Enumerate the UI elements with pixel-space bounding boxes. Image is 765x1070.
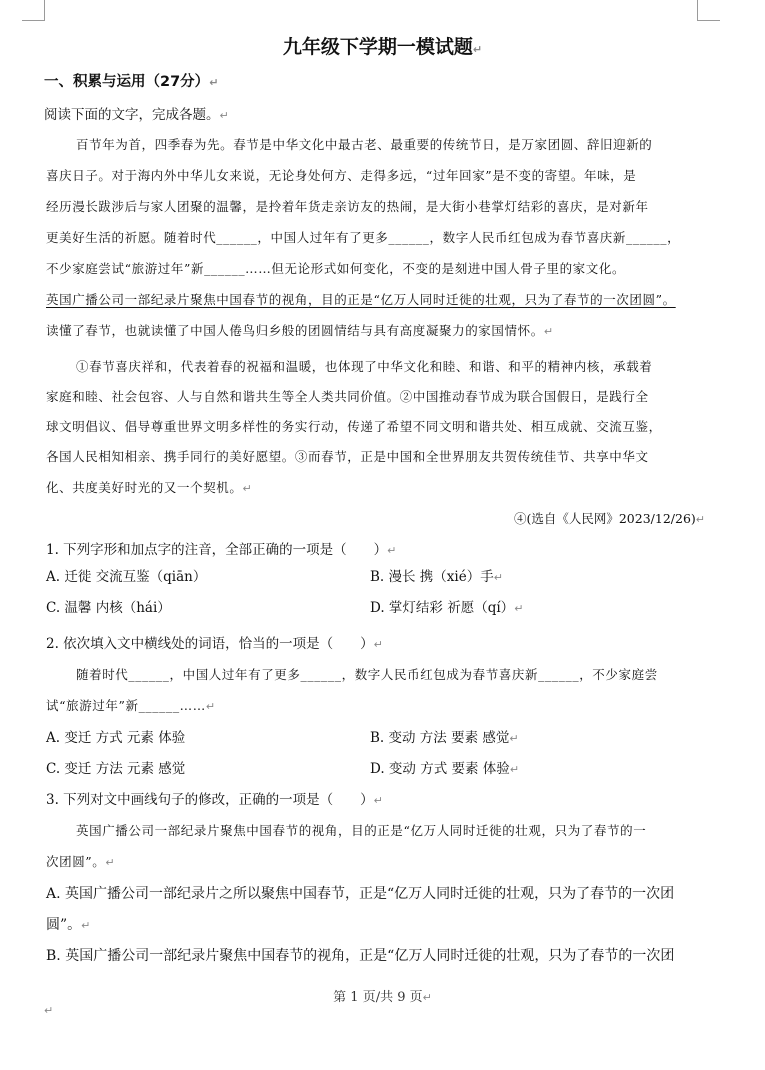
q3-option-a[interactable]: A. 英国广播公司一部纪录片之所以聚焦中国春节，正是“亿万人同时迁徙的壮观，只为了春节的一次团 [46,886,675,902]
passage-line: 各国人民相知相亲、携手同行的美好愿望。③而春节，正是中国和全世界朋友共贺传统佳节、共享中华文 [46,449,649,464]
page-footer: 第 1 页/共 9 页↵ [333,990,432,1005]
q2-quote: 试“旅游过年”新______……↵ [46,698,216,713]
question-1-stem: 1. 下列字形和加点字的注音，全部正确的一项是（ ）↵ [46,542,397,558]
q3-quote: 次团圆”。↵ [46,854,116,869]
q3-quote: 英国广播公司一部纪录片聚焦中国春节的视角，目的正是“亿万人同时迁徙的壮观，只为了春节的一 [76,823,647,838]
q1-option-a[interactable]: A. 迁徙 交流互鉴（qiān） [46,569,207,585]
passage-line: 经历漫长跋涉后与家人团聚的温馨，是拎着年货走亲访友的热闹，是大街小巷掌灯结彩的喜庆，是对新年 [46,199,649,214]
source-citation: ④(选自《人民网》2023/12/26)↵ [513,511,705,526]
question-2-stem: 2. 依次填入文中横线处的词语，恰当的一项是（ ）↵ [46,636,383,652]
q2-option-a[interactable]: A. 变迁 方式 元素 体验 [46,730,186,746]
passage-line: 更美好生活的祈愿。随着时代______，中国人过年有了更多______，数字人民币红包成为春节喜庆新______， [46,230,681,245]
underlined-sentence: 英国广播公司一部纪录片聚焦中国春节的视角，目的正是“亿万人同时迁徙的壮观，只为了春节的一次团圆”。 [46,292,676,307]
passage-line: ①春节喜庆祥和，代表着春的祝福和温暖，也体现了中华文化和睦、和谐、和平的精神内核，承载着 [76,359,653,374]
q2-option-b[interactable]: B. 变动 方法 要素 感觉↵ [370,730,519,746]
crop-mark-top-left [22,0,45,21]
q3-option-a-cont[interactable]: 圆”。↵ [46,917,91,933]
q1-option-d[interactable]: D. 掌灯结彩 祈愿（qí）↵ [370,600,524,616]
passage-line: 家庭和睦、社会包容、人与自然和谐共生等全人类共同价值。②中国推动春节成为联合国假日，是践行全 [46,389,649,404]
passage-line: 球文明倡议、倡导尊重世界文明多样性的务实行动，传递了希望不同文明和谐共处、相互成就、交流互鉴， [46,419,662,434]
question-3-stem: 3. 下列对文中画线句子的修改，正确的一项是（ ）↵ [46,792,383,808]
q3-option-b[interactable]: B. 英国广播公司一部纪录片聚焦中国春节的视角，正是“亿万人同时迁徙的壮观，只为了春节的一次团 [46,948,675,964]
passage-line: 不少家庭尝试“旅游过年”新______……但无论形式如何变化，不变的是刻进中国人骨子里的家文化。 [46,261,626,276]
q1-option-b[interactable]: B. 漫长 携（xié）手↵ [370,569,503,585]
q2-option-c[interactable]: C. 变迁 方法 元素 感觉 [46,761,186,777]
passage-line: 百节年为首，四季春为先。春节是中华文化中最古老、最重要的传统节日，是万家团圆、辞旧迎新的 [76,137,653,152]
crop-mark-top-right [697,0,720,21]
paragraph-mark: ↵ [44,1004,54,1017]
q1-option-c[interactable]: C. 温馨 内核（hái） [46,600,171,616]
passage-line: 化、共度美好时光的又一个契机。↵ [46,480,253,495]
page-title: 九年级下学期一模试题↵ [282,36,483,58]
q2-option-d[interactable]: D. 变动 方式 要素 体验↵ [370,761,520,777]
section-heading: 一、积累与运用（27分）↵ [44,74,219,90]
passage-line: 读懂了春节，也就读懂了中国人倦鸟归乡般的团圆情结与具有高度凝聚力的家国情怀。↵ [46,323,554,338]
passage-line: 喜庆日子。对于海内外中华儿女来说，无论身处何方、走得多远，“过年回家”是不变的寄望。年味，是 [46,168,637,183]
q2-quote: 随着时代______，中国人过年有了更多______，数字人民币红包成为春节喜庆新______，不少家庭尝 [76,667,658,682]
instruction-text: 阅读下面的文字，完成各题。↵ [44,107,229,123]
